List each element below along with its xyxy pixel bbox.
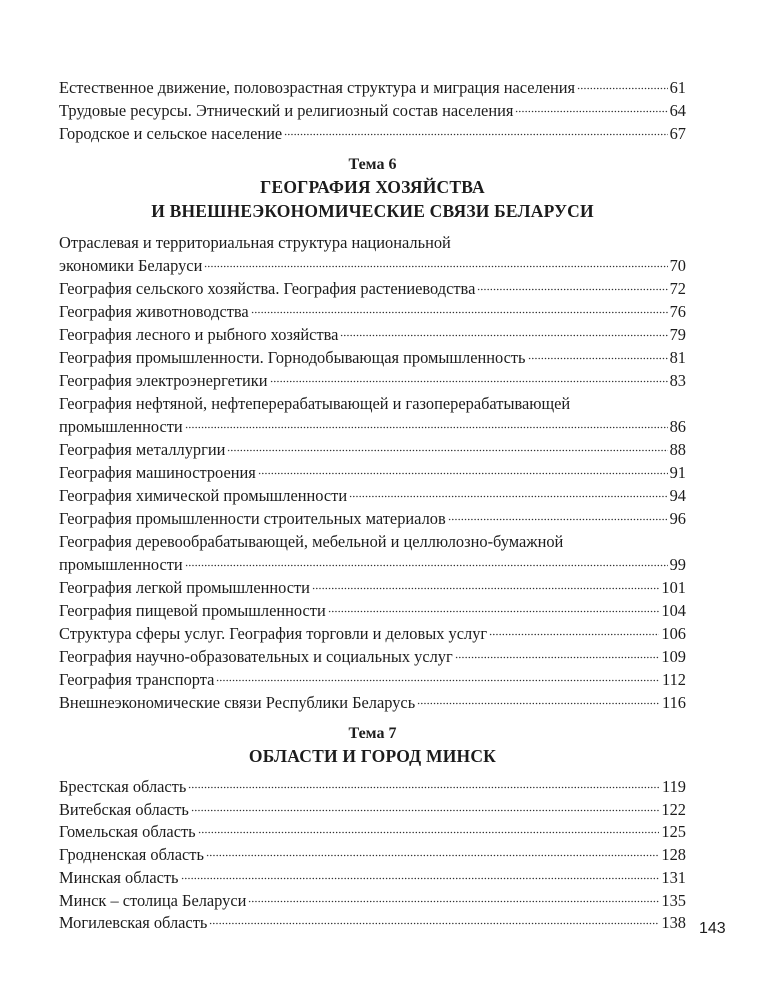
topic7-entries	[59, 776, 686, 935]
toc-entry-title: экономики Беларуси	[59, 256, 203, 275]
toc-entry-page: 91	[669, 463, 686, 482]
toc-entry-page: 122	[661, 799, 686, 819]
dot-leader	[270, 380, 668, 383]
toc-entry-title: География промышленности строительных материалов	[59, 509, 446, 528]
toc-entry[interactable]	[59, 507, 686, 530]
toc-entry-title: Естественное движение, половозрастная структура и миграция населения	[59, 78, 576, 97]
topic-heading: ГЕОГРАФИЯ ХОЗЯЙСТВА	[260, 177, 485, 197]
toc-entry-title: Структура сферы услуг. География торговли и деловых услуг	[59, 624, 488, 643]
toc-entry-title: География научно-образовательных и социальных услуг	[59, 647, 453, 666]
toc-entry-title: промышленности	[59, 555, 183, 574]
toc-entry-title: Минская область	[59, 867, 179, 887]
toc-entry[interactable]	[59, 461, 686, 484]
toc-entry-title: Минск – столица Беларуси	[59, 890, 247, 910]
toc-entry[interactable]	[59, 844, 686, 867]
toc-entry-page: 135	[661, 890, 686, 910]
toc-entry[interactable]	[59, 576, 686, 599]
toc-entry-title: География промышленности. Горнодобывающая промышленность	[59, 348, 526, 367]
toc-entry[interactable]	[59, 799, 686, 822]
toc-entry-title: География легкой промышленности	[59, 578, 310, 597]
toc-entry-page: 67	[669, 124, 686, 143]
toc-entry-title: Витебская область	[59, 799, 189, 819]
topic6-entries	[59, 231, 686, 714]
toc-entry[interactable]	[59, 346, 686, 369]
page-number: 143	[699, 920, 726, 937]
toc-entry-page: 86	[669, 417, 686, 436]
toc-entry-page: 61	[669, 78, 686, 97]
toc-entry[interactable]	[59, 323, 686, 346]
dot-leader	[489, 633, 659, 636]
toc-entry-title: География сельского хозяйства. География растениеводства	[59, 279, 476, 298]
toc-entry-page: 76	[669, 302, 686, 321]
toc-entry-title: География пищевой промышленности	[59, 601, 326, 620]
toc-entry-page: 106	[661, 624, 686, 643]
toc-entry-page: 64	[669, 101, 686, 120]
toc-entry-page: 79	[669, 325, 686, 344]
topic-heading: И ВНЕШНЕЭКОНОМИЧЕСКИЕ СВЯЗИ БЕЛАРУСИ	[151, 201, 594, 221]
toc-entry-title: Внешнеэкономические связи Республики Беларусь	[59, 693, 416, 712]
toc-entry-page: 125	[661, 822, 686, 842]
toc-entry-title: География электроэнергетики	[59, 371, 268, 390]
toc-entry[interactable]	[59, 99, 686, 122]
toc-entry[interactable]	[59, 122, 686, 145]
topic-heading: ОБЛАСТИ И ГОРОД МИНСК	[248, 746, 497, 766]
toc-entry[interactable]	[59, 668, 686, 691]
toc-entry-title: География лесного и рыбного хозяйства	[59, 325, 339, 344]
toc-entry[interactable]	[59, 890, 686, 913]
dot-leader	[448, 518, 668, 521]
toc-entry[interactable]	[59, 369, 686, 392]
toc-entry-title: Брестская область	[59, 777, 187, 796]
dot-leader	[349, 495, 668, 498]
toc-entry[interactable]	[59, 392, 686, 438]
toc-entry-title: промышленности	[59, 417, 183, 436]
toc-entry-title-line1: География деревообрабатывающей, мебельной и целлюлозно-бумажной	[59, 532, 564, 551]
topic6-header	[59, 155, 686, 223]
toc-entry[interactable]	[59, 645, 686, 668]
toc-entry-page: 116	[662, 693, 686, 712]
toc-entry-page: 128	[661, 845, 686, 865]
dot-leader	[227, 449, 667, 452]
toc-entry-title: Трудовые ресурсы. Этнический и религиозный состав населения	[59, 101, 514, 120]
dot-leader	[204, 265, 667, 268]
toc-entry-page: 119	[662, 777, 686, 796]
dot-leader	[515, 110, 667, 113]
dot-leader	[251, 311, 668, 314]
dot-leader	[284, 133, 667, 136]
toc-entry[interactable]	[59, 231, 686, 277]
toc-entry-page: 94	[669, 486, 686, 505]
toc-entry[interactable]	[59, 622, 686, 645]
toc-entry[interactable]	[59, 530, 686, 576]
toc-entry-page: 109	[661, 647, 686, 666]
toc-entry[interactable]	[59, 691, 686, 714]
toc-entry-page: 83	[669, 371, 686, 390]
dot-leader	[258, 472, 668, 475]
dot-leader	[248, 900, 659, 903]
toc-entry[interactable]	[59, 599, 686, 622]
toc-entry-title: География транспорта	[59, 670, 215, 689]
dot-leader	[216, 679, 660, 682]
dot-leader	[312, 587, 659, 590]
dot-leader	[455, 656, 660, 659]
toc-entry-page: 131	[661, 867, 686, 887]
toc-entry-title: География машиностроения	[59, 463, 256, 482]
toc-entry-title: География химической промышленности	[59, 486, 348, 505]
topic5-tail-entries	[59, 76, 686, 145]
dot-leader	[417, 702, 660, 705]
dot-leader	[188, 786, 660, 789]
topic7-header	[59, 724, 686, 768]
dot-leader	[477, 288, 667, 291]
toc-entry[interactable]	[59, 300, 686, 323]
dot-leader	[185, 426, 668, 429]
dot-leader	[191, 809, 660, 812]
toc-entry-title: География животноводства	[59, 302, 249, 321]
toc-entry-page: 104	[661, 601, 686, 620]
toc-entry[interactable]	[59, 277, 686, 300]
dot-leader	[528, 357, 668, 360]
toc-entry-title: Гомельская область	[59, 822, 196, 842]
toc-entry[interactable]	[59, 438, 686, 461]
toc-entry-page: 112	[662, 670, 686, 689]
toc-entry[interactable]	[59, 76, 686, 99]
toc-entry-title: География металлургии	[59, 440, 226, 459]
dot-leader	[181, 877, 660, 880]
toc-entry[interactable]	[59, 776, 686, 799]
table-of-contents	[59, 76, 686, 935]
dot-leader	[328, 610, 660, 613]
toc-entry-page: 70	[669, 256, 686, 275]
toc-entry-page: 138	[661, 913, 686, 933]
topic-label: Тема 6	[348, 156, 397, 173]
topic-label: Тема 7	[348, 725, 397, 742]
toc-entry-title: Городское и сельское население	[59, 124, 283, 143]
dot-leader	[209, 922, 659, 925]
toc-entry-title: Гродненская область	[59, 845, 204, 865]
toc-entry-title: Могилевская область	[59, 913, 208, 933]
toc-entry[interactable]	[59, 867, 686, 890]
toc-entry-page: 96	[669, 509, 686, 528]
toc-entry[interactable]	[59, 484, 686, 507]
toc-entry[interactable]	[59, 821, 686, 844]
dot-leader	[206, 854, 659, 857]
toc-entry-page: 72	[669, 279, 686, 298]
toc-entry-page: 99	[669, 555, 686, 574]
toc-entry-page: 88	[669, 440, 686, 459]
toc-entry-title-line1: География нефтяной, нефтеперерабатывающей и газоперерабатывающей	[59, 394, 571, 413]
dot-leader	[577, 87, 668, 90]
dot-leader	[340, 334, 667, 337]
toc-entry-title-line1: Отраслевая и территориальная структура национальной	[59, 233, 451, 252]
dot-leader	[185, 564, 668, 567]
dot-leader	[198, 831, 660, 834]
toc-entry-page: 101	[661, 578, 686, 597]
toc-entry[interactable]	[59, 912, 686, 935]
toc-entry-page: 81	[669, 348, 686, 367]
